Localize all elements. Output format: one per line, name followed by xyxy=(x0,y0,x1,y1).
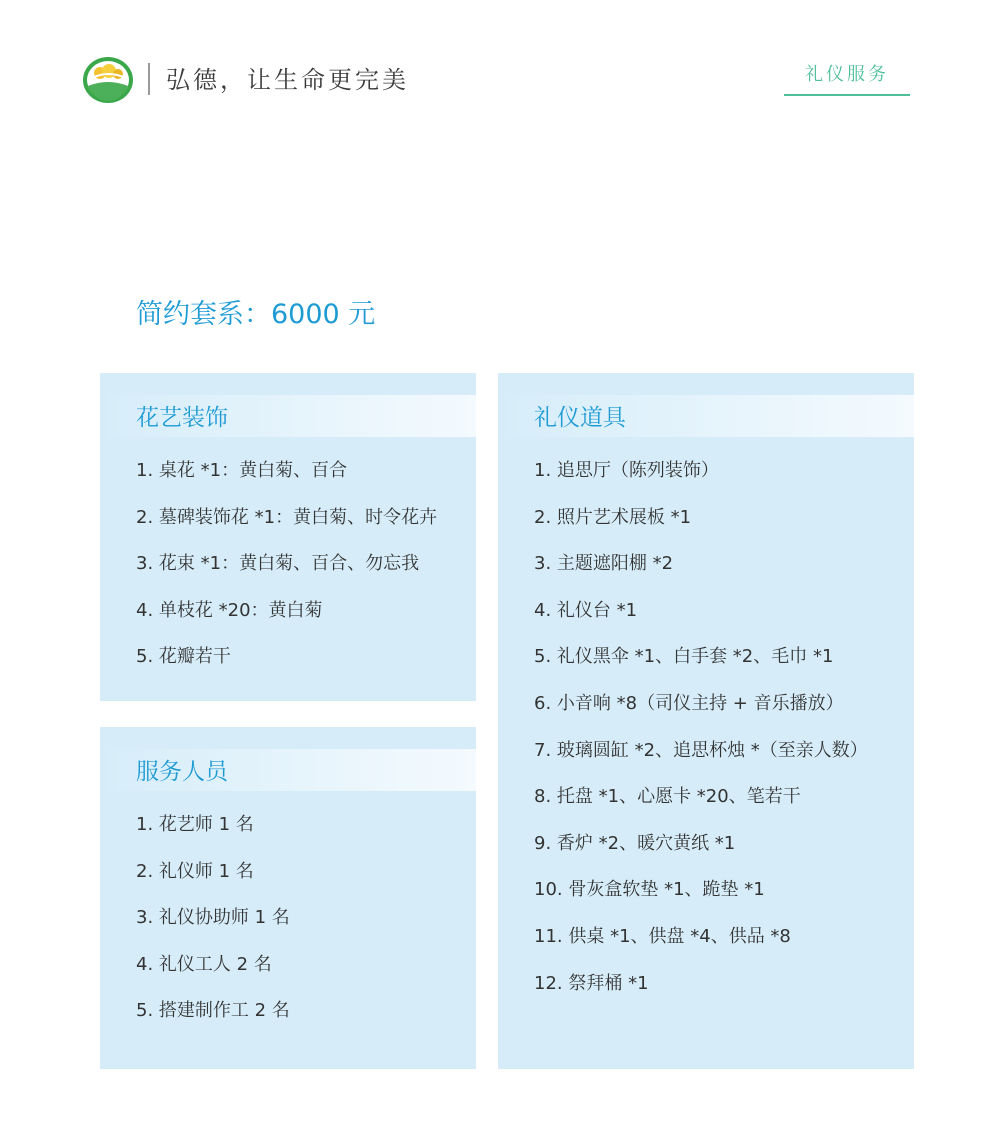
list-item: 3. 主题遮阳棚 *2 xyxy=(534,553,674,575)
list-item: 4. 单枝花 *20：黄白菊 xyxy=(136,599,323,621)
list-item: 11. 供桌 *1、供盘 *4、供品 *8 xyxy=(534,925,791,947)
list-item: 12. 祭拜桶 *1 xyxy=(534,972,649,994)
list-item: 3. 礼仪协助师 1 名 xyxy=(136,907,290,929)
list-item: 2. 礼仪师 1 名 xyxy=(136,860,254,882)
service-staff-card xyxy=(100,727,476,1069)
card-header xyxy=(498,395,914,437)
list-item: 5. 花瓣若干 xyxy=(136,646,231,668)
card-title: 服务人员 xyxy=(136,759,228,785)
staff-item-list xyxy=(136,813,290,1046)
card-header xyxy=(100,749,476,791)
list-item: 5. 礼仪黑伞 *1、白手套 *2、毛巾 *1 xyxy=(534,646,834,668)
list-item: 2. 照片艺术展板 *1 xyxy=(534,506,692,528)
list-item: 8. 托盘 *1、心愿卡 *20、笔若干 xyxy=(534,786,801,808)
flower-item-list xyxy=(136,459,437,692)
list-item: 4. 礼仪工人 2 名 xyxy=(136,953,272,975)
list-item: 4. 礼仪台 *1 xyxy=(534,599,638,621)
header-divider xyxy=(148,63,150,95)
list-item: 5. 搭建制作工 2 名 xyxy=(136,1000,290,1022)
list-item: 6. 小音响 *8（司仪主持 + 音乐播放） xyxy=(534,692,844,714)
list-item: 2. 墓碑装饰花 *1：黄白菊、时令花卉 xyxy=(136,506,438,528)
list-item: 9. 香炉 *2、暖穴黄纸 *1 xyxy=(534,832,736,854)
list-item: 1. 花艺师 1 名 xyxy=(136,814,254,835)
company-logo-icon xyxy=(82,56,134,104)
list-item: 10. 骨灰盒软垫 *1、跪垫 *1 xyxy=(534,879,765,901)
list-item: 3. 花束 *1：黄白菊、百合、勿忘我 xyxy=(136,553,420,575)
company-slogan: 弘德，让生命更完美 xyxy=(166,66,409,94)
props-item-list xyxy=(534,459,868,1018)
list-item: 7. 玻璃圆缸 *2、追思杯烛 *（至亲人数） xyxy=(534,739,868,761)
card-title: 礼仪道具 xyxy=(534,405,626,431)
card-title: 花艺装饰 xyxy=(136,405,228,431)
card-header xyxy=(100,395,476,437)
ceremony-props-card xyxy=(498,373,914,1069)
list-item: 1. 桌花 *1：黄白菊、百合 xyxy=(136,460,348,481)
list-item: 1. 追思厅（陈列装饰） xyxy=(534,460,719,481)
section-label: 礼仪服务 xyxy=(784,60,910,96)
flower-decoration-card xyxy=(100,373,476,701)
package-title: 简约套系：6000 元 xyxy=(136,299,376,330)
